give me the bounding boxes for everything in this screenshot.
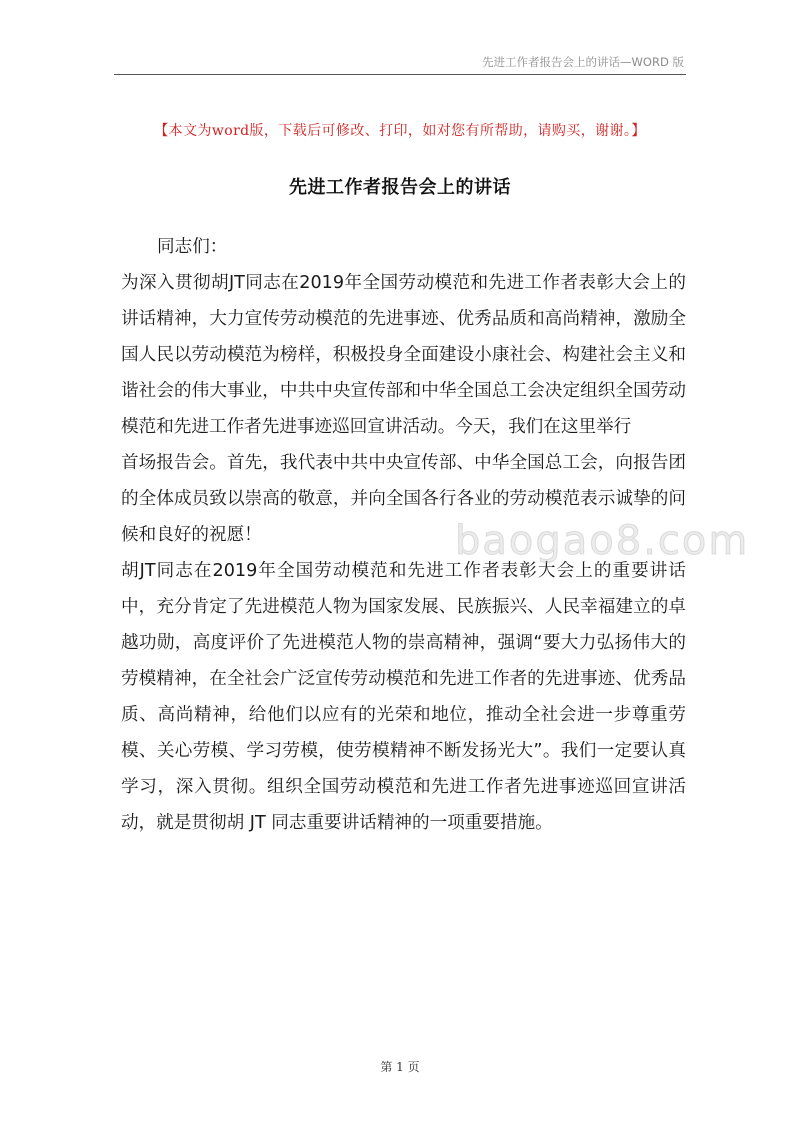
paragraph-2: 首场报告会。首先，我代表中共中央宣传部、中华全国总工会，向报告团的全体成员致以崇高的敬意，并向全国各行各业的劳动模范表示诚挚的问候和良好的祝愿！ <box>121 453 686 545</box>
page-header <box>114 52 686 75</box>
running-header-title: 先进工作者报告会上的讲话—WORD 版 <box>482 55 684 69</box>
download-notice: 【本文为word版，下载后可修改、打印，如对您有所帮助，请购买，谢谢。】 <box>154 123 646 139</box>
paragraph-3: 胡JT同志在2019年全国劳动模范和先进工作者表彰大会上的重要讲话中，充分肯定了先进模范人物为国家发展、民族振兴、人民幸福建立的卓越功勋，高度评价了先进模范人物的崇高精神，强调“要大力弘扬伟大的劳模精神，在全社会广泛宣传劳动模范和先进工作者的先进事迹、优秀品质、高尚精神，给他们以应有的光荣和地位，推动全社会进一步尊重劳模、关心劳模、学习劳模，使劳模精神不断发扬光大”。我们一定要认真学习，深入贯彻。组织全国劳动模范和先进工作者先进事迹巡回宣讲活动，就是贯彻胡 JT 同志重要讲话精神的一项重要措施。 <box>121 561 686 833</box>
page-number: 第 1 页 <box>380 1060 420 1074</box>
document-title: 先进工作者报告会上的讲话 <box>289 177 511 198</box>
watermark: baogao8.com <box>455 518 750 564</box>
paragraph-1: 为深入贯彻胡JT同志在2019年全国劳动模范和先进工作者表彰大会上的讲话精神，大力宣传劳动模范的先进事迹、优秀品质和高尚精神，激励全国人民以劳动模范为榜样，积极投身全面建设小康社会、构建社会主义和谐社会的伟大事业，中共中央宣传部和中华全国总工会决定组织全国劳动模范和先进工作者先进事迹巡回宣讲活动。今天，我们在这里举行 <box>121 273 686 437</box>
greeting: 同志们： <box>157 237 228 257</box>
